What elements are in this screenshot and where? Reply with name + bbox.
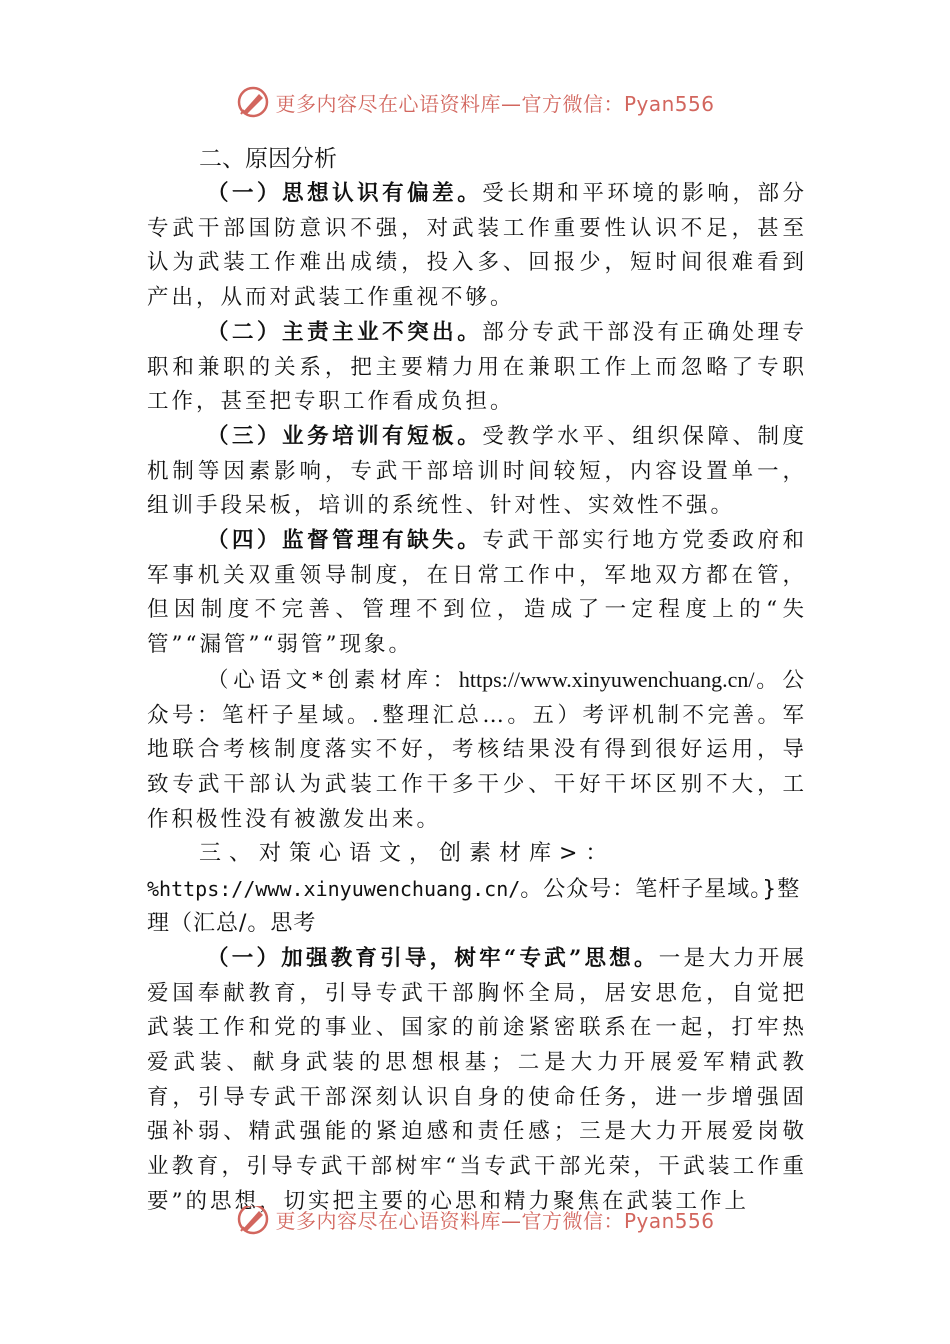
paragraph xyxy=(147,316,807,420)
paragraph xyxy=(147,420,807,524)
heading-rest: 。公众号：笔杆子星域。}整理（汇总/。思考 xyxy=(147,876,801,937)
item-body: 部分专武干部没有正确处理专职和兼职的关系，把主要精力用在兼职工作上而忽略了专职工作，甚至把专职工作看成负担。 xyxy=(147,319,807,415)
item-body: 受教学水平、组织保障、制度机制等因素影响，专武干部培训时间较短，内容设置单一，组训手段呆板，培训的系统性、针对性、实效性不强。 xyxy=(147,423,807,519)
watermark-text: 更多内容尽在心语资料库—官方微信：Pyan556 xyxy=(275,91,715,116)
pen-logo-icon xyxy=(235,84,271,120)
item-lead: （一）思想认识有偏差。 xyxy=(207,181,483,206)
url-text: https://www.xinyuwenchuang.cn/ xyxy=(458,666,755,692)
item-body: 一是大力开展爱国奉献教育，引导专武干部胸怀全局，居安思危，自觉把武装工作和党的事业、国家的前途紧密联系在一起，打牢热爱武装、献身武装的思想根基；二是大力开展爱军精武教育，引导专武干部深刻认识自身的使命任务，进一步增强固强补弱、精武强能的紧迫感和责任感；三是大力开展爱岗敬业教育，引导专武干部树牢“当专武干部光荣，干武装工作重要”的思想，切实把主要的心思和精力聚焦在武装工作上 xyxy=(147,945,807,1214)
watermark-text: 更多内容尽在心语资料库—官方微信：Pyan556 xyxy=(275,1208,715,1233)
paragraph xyxy=(147,663,807,838)
item-lead: （一）加强教育引导，树牢“专武”思想。 xyxy=(207,945,659,971)
paragraph xyxy=(147,942,807,1220)
para-prefix: （心语文*创素材库： xyxy=(207,667,459,693)
item-body: 专武干部实行地方党委政府和军事机关双重领导制度，在日常工作中，军地双方都在管，但因制度不完善、管理不到位，造成了一定程度上的“失管”“漏管”“弱管”现象。 xyxy=(147,528,807,658)
pen-logo-icon xyxy=(235,1206,271,1237)
heading-url: %https://www.xinyuwenchuang.cn/ xyxy=(147,876,521,901)
item-body: 受长期和平环境的影响，部分专武干部国防意识不强，对武装工作重要性认识不足，甚至认为武装工作难出成绩，投入多、回报少，短时间很难看到产出，从而对武装工作重视不够。 xyxy=(147,181,807,311)
item-lead: （四）监督管理有缺失。 xyxy=(207,528,483,554)
heading-lead: 三、对策心语文，创素材库>： xyxy=(199,841,616,867)
item-lead: （二）主责主业不突出。 xyxy=(207,319,483,345)
section-heading-3 xyxy=(147,837,807,942)
paragraph xyxy=(147,177,807,316)
item-lead: （三）业务培训有短板。 xyxy=(207,423,483,449)
document-body xyxy=(147,142,807,1219)
section-heading: 二、原因分析 xyxy=(199,146,337,172)
paragraph xyxy=(147,524,807,663)
para-rest: 。公众号：笔杆子星域。.整理汇总…。五）考评机制不完善。军地联合考核制度落实不好，考核结果没有得到很好运用，导致专武干部认为武装工作干多干少、干好干坏区别不大，工作积极性没有被激发出来。 xyxy=(147,667,807,832)
footer-watermark xyxy=(0,1206,950,1240)
header-watermark xyxy=(0,82,950,122)
